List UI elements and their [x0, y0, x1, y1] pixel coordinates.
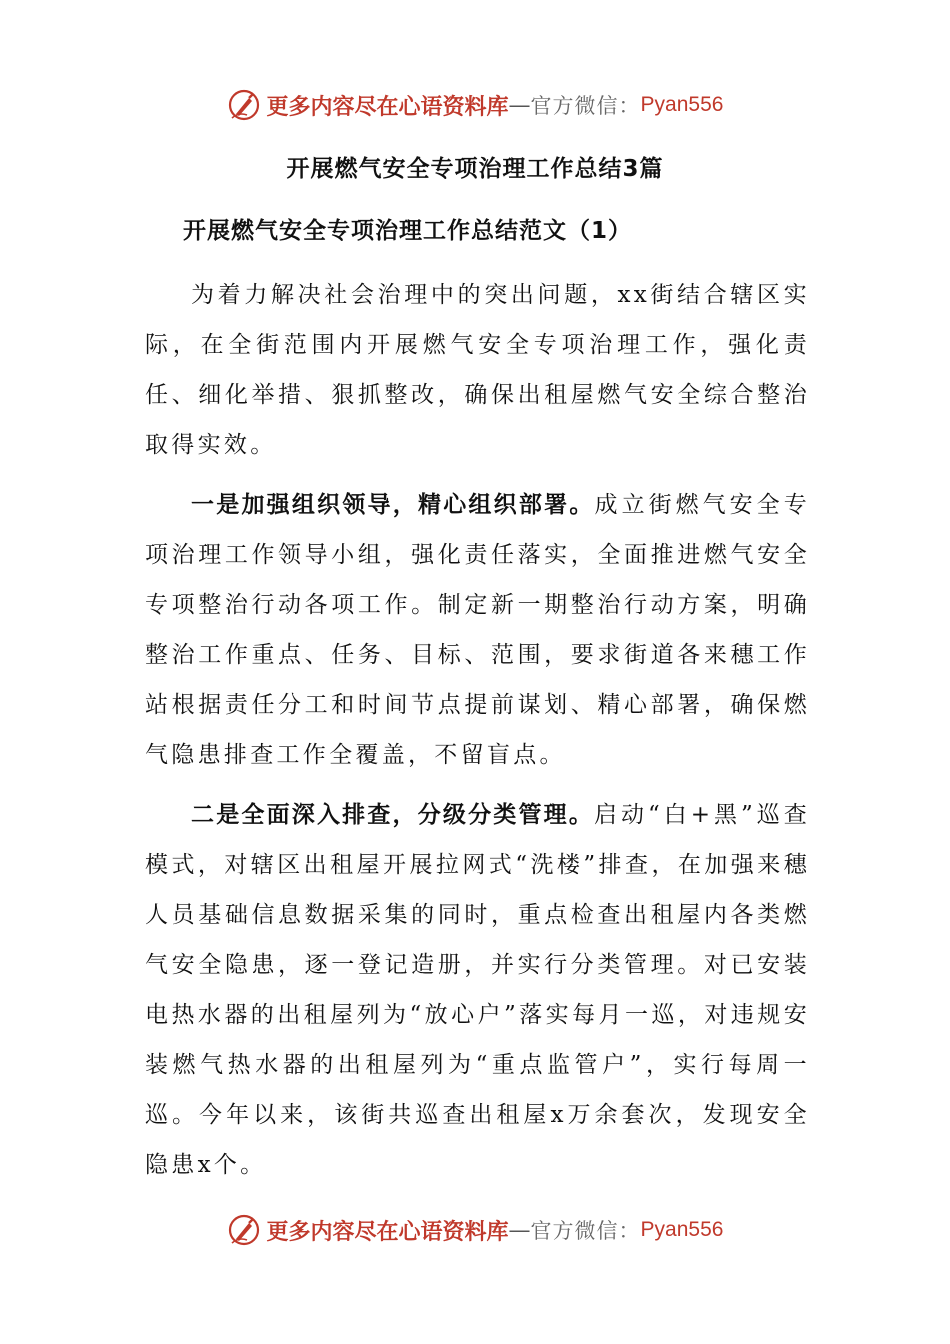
pen-logo-icon	[227, 88, 261, 122]
document-title: 开展燃气安全专项治理工作总结3篇	[286, 156, 664, 182]
section-2-body: 启动“白+黑”巡查模式，对辖区出租屋开展拉网式“洗楼”排查，在加强来穗人员基础信息数据采集的同时，重点检查出租屋内各类燃气安全隐患，逐一登记造册，并实行分类管理。对已安装电热水器的出租屋列为“放心户”落实每月一巡，对违规安装燃气热水器的出租屋列为“重点监管户”，实行每周一巡。今年以来，该街共巡查出租屋x万余套次，发现安全隐患x个。	[145, 802, 810, 1178]
section-2-lead: 二是全面深入排查，分级分类管理。	[191, 802, 594, 828]
watermark-label: 官方微信：	[530, 94, 641, 118]
watermark-label: 官方微信：	[530, 1219, 641, 1243]
intro-paragraph: 为着力解决社会治理中的突出问题，xx街结合辖区实际，在全街范围内开展燃气安全专项治理工作，强化责任、细化举措、狠抓整改，确保出租屋燃气安全综合整治取得实效。	[145, 282, 810, 458]
watermark-wechat-id: Pyan556	[640, 1218, 724, 1241]
section-1-paragraph	[145, 480, 810, 780]
watermark-site: 更多内容尽在心语资料库	[266, 1218, 509, 1245]
watermark-dash: —	[508, 92, 531, 118]
pen-logo-icon	[227, 1213, 261, 1247]
watermark-dash: —	[508, 1217, 531, 1243]
section-1-lead: 一是加强组织领导，精心组织部署。	[191, 492, 595, 518]
watermark-wechat-id: Pyan556	[640, 93, 724, 116]
section-2-paragraph	[145, 790, 810, 1190]
document-subtitle: 开展燃气安全专项治理工作总结范文（1）	[183, 218, 633, 244]
watermark-footer	[0, 1210, 950, 1250]
watermark-site: 更多内容尽在心语资料库	[266, 93, 509, 120]
watermark-header	[0, 85, 950, 125]
section-1-body: 成立街燃气安全专项治理工作领导小组，强化责任落实，全面推进燃气安全专项整治行动各项工作。制定新一期整治行动方案，明确整治工作重点、任务、目标、范围，要求街道各来穗工作站根据责任分工和时间节点提前谋划、精心部署，确保燃气隐患排查工作全覆盖，不留盲点。	[145, 492, 810, 768]
